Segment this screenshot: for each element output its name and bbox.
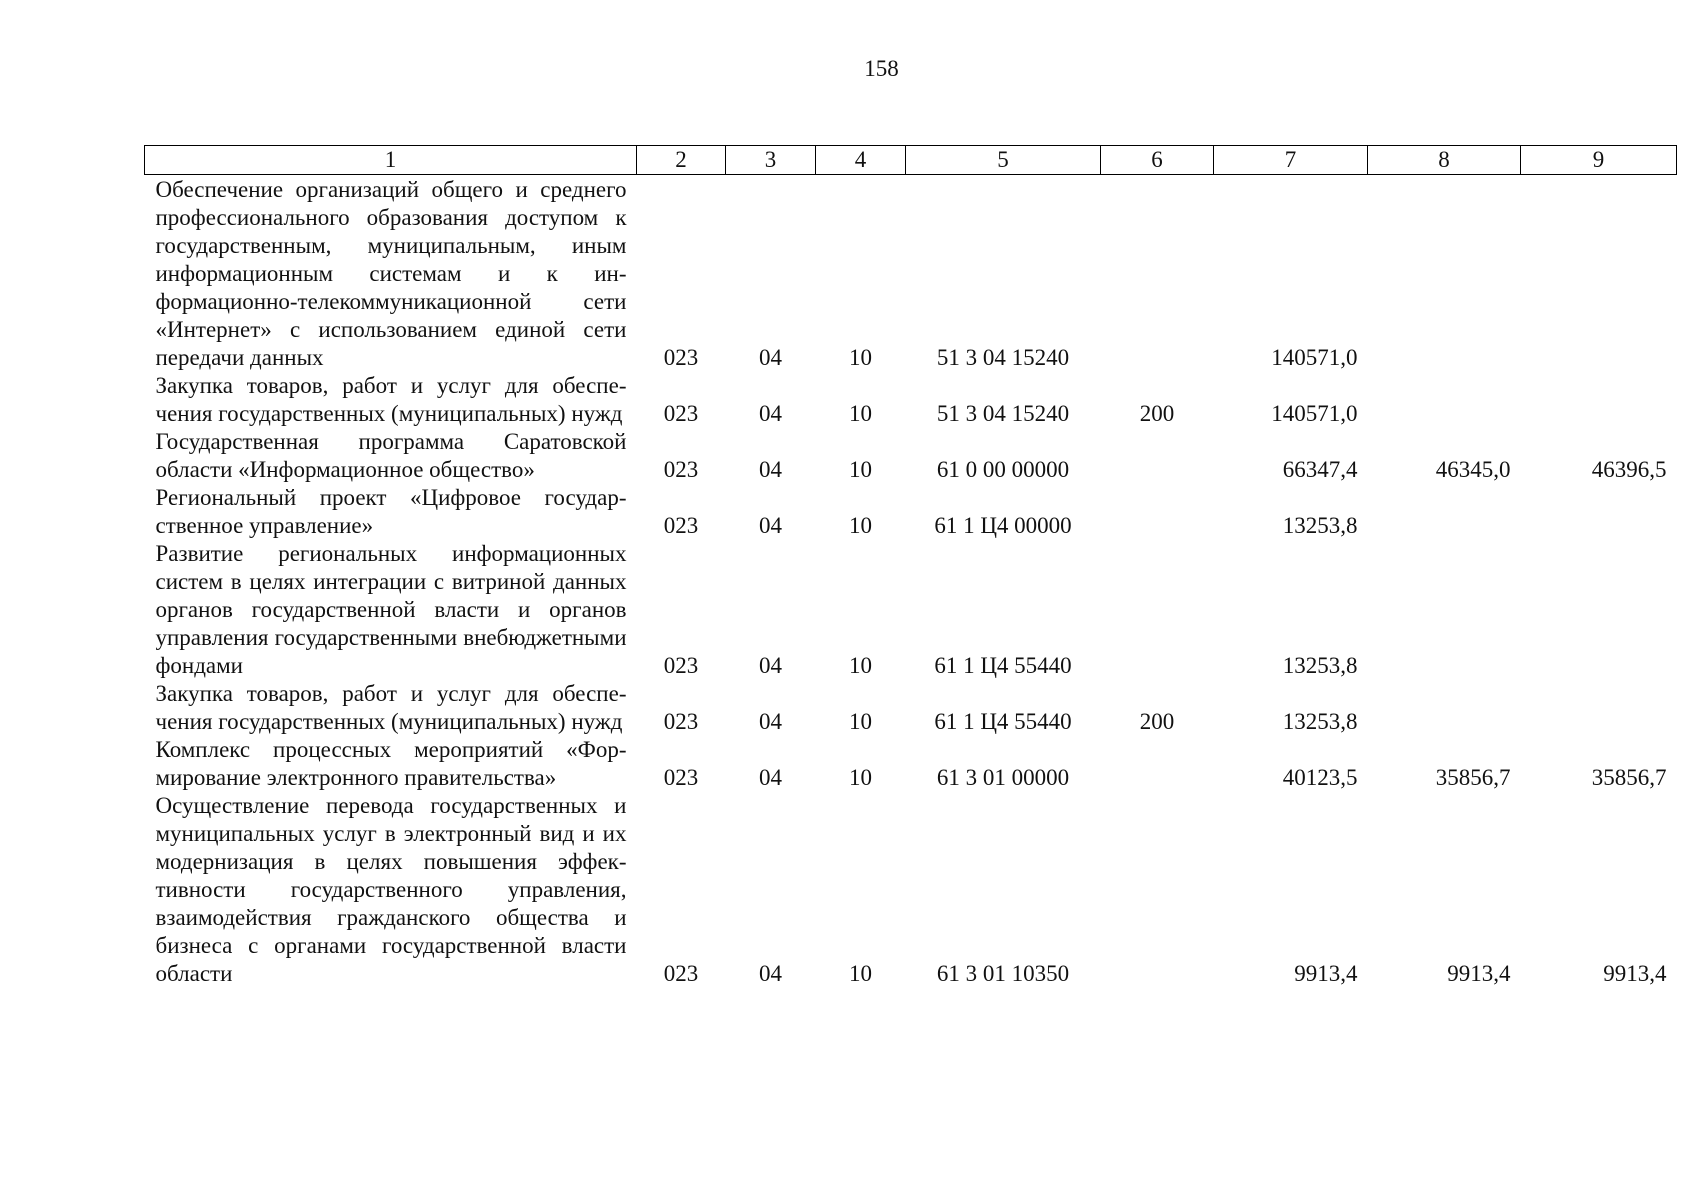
cell-ministry-code: 023 [663, 653, 699, 678]
budget-table [144, 145, 1677, 988]
row-name: Обеспечение организаций общего и среднего профессионального образования доступом к государственным, муниципальным, иным информационным системам и к информационно-телекоммуникационной сети «Интернет» с использованием единой сети передачи данных [155, 177, 627, 370]
column-header: 6 [1101, 146, 1214, 175]
column-header: 7 [1214, 146, 1368, 175]
column-header: 1 [145, 146, 637, 175]
cell-subsection: 10 [849, 961, 872, 986]
cell-amount-year1: 9913,4 [1294, 961, 1358, 986]
cell-expense-type: 200 [1139, 709, 1175, 734]
cell-amount-year3: 9913,4 [1603, 961, 1667, 986]
cell-amount-year3 [1521, 680, 1677, 736]
cell-amount-year3 [1521, 372, 1677, 428]
cell-expense-type [1101, 484, 1214, 540]
row-name: Государственная программа Саратовской области «Информационное общество» [155, 429, 627, 482]
column-header: 9 [1521, 146, 1677, 175]
row-name: Развитие региональных информационных систем в целях интеграции с витриной данных органов государственной власти и органов управления государственными внебюджетными фондами [155, 541, 627, 678]
cell-subsection: 10 [849, 345, 872, 370]
cell-expense-type [1101, 428, 1214, 484]
column-header: 4 [816, 146, 906, 175]
cell-target-article: 61 3 01 10350 [936, 961, 1070, 986]
cell-amount-year2: 9913,4 [1447, 961, 1511, 986]
cell-amount-year1: 13253,8 [1282, 653, 1358, 678]
cell-amount-year1: 40123,5 [1282, 765, 1358, 790]
cell-section: 04 [759, 345, 782, 370]
table-row [145, 736, 1677, 792]
cell-subsection: 10 [849, 765, 872, 790]
cell-section: 04 [759, 961, 782, 986]
cell-expense-type [1101, 540, 1214, 680]
table-row [145, 484, 1677, 540]
row-name: Закупка товаров, работ и услуг для обеспечения государственных (муниципальных) нужд [155, 681, 627, 734]
cell-ministry-code: 023 [663, 345, 699, 370]
cell-target-article: 61 0 00 00000 [936, 457, 1070, 482]
cell-expense-type: 200 [1139, 401, 1175, 426]
table-row [145, 680, 1677, 736]
cell-subsection: 10 [849, 513, 872, 538]
cell-ministry-code: 023 [663, 457, 699, 482]
cell-amount-year2: 46345,0 [1435, 457, 1511, 482]
cell-subsection: 10 [849, 401, 872, 426]
cell-amount-year3 [1521, 484, 1677, 540]
cell-section: 04 [759, 709, 782, 734]
column-header: 5 [906, 146, 1101, 175]
cell-amount-year1: 66347,4 [1282, 457, 1358, 482]
cell-subsection: 10 [849, 709, 872, 734]
cell-expense-type [1101, 792, 1214, 988]
column-header: 3 [726, 146, 816, 175]
cell-amount-year2 [1368, 175, 1521, 373]
cell-ministry-code: 023 [663, 765, 699, 790]
row-name: Комплекс процессных мероприятий «Формирование электронного правительства» [155, 737, 627, 790]
cell-amount-year2 [1368, 372, 1521, 428]
cell-amount-year2 [1368, 680, 1521, 736]
cell-section: 04 [759, 457, 782, 482]
cell-ministry-code: 023 [663, 709, 699, 734]
table-row [145, 540, 1677, 680]
cell-target-article: 51 3 04 15240 [936, 401, 1070, 426]
cell-amount-year1: 140571,0 [1271, 345, 1358, 370]
cell-amount-year3: 35856,7 [1591, 765, 1667, 790]
cell-amount-year2: 35856,7 [1435, 765, 1511, 790]
cell-target-article: 61 3 01 00000 [936, 765, 1070, 790]
cell-amount-year1: 13253,8 [1282, 709, 1358, 734]
cell-section: 04 [759, 653, 782, 678]
cell-amount-year3: 46396,5 [1591, 457, 1667, 482]
row-name: Осуществление перевода государственных и муниципальных услуг в электронный вид и их модернизация в целях повышения эффективности государственного управления, взаимодействия гражданского общества и бизнеса с органами государственной власти области [155, 793, 627, 986]
cell-target-article: 61 1 Ц4 00000 [934, 513, 1072, 538]
cell-target-article: 61 1 Ц4 55440 [934, 709, 1072, 734]
column-header: 2 [637, 146, 726, 175]
page-number: 158 [864, 56, 899, 81]
table-row [145, 792, 1677, 988]
header-row [145, 146, 1677, 175]
cell-expense-type [1101, 736, 1214, 792]
cell-subsection: 10 [849, 653, 872, 678]
row-name: Закупка товаров, работ и услуг для обеспечения государственных (муниципальных) нужд [155, 373, 627, 426]
cell-section: 04 [759, 401, 782, 426]
cell-subsection: 10 [849, 457, 872, 482]
table-row [145, 175, 1677, 373]
cell-amount-year3 [1521, 540, 1677, 680]
cell-target-article: 51 3 04 15240 [936, 345, 1070, 370]
cell-ministry-code: 023 [663, 513, 699, 538]
cell-ministry-code: 023 [663, 961, 699, 986]
cell-expense-type [1101, 175, 1214, 373]
cell-target-article: 61 1 Ц4 55440 [934, 653, 1072, 678]
cell-ministry-code: 023 [663, 401, 699, 426]
cell-amount-year2 [1368, 484, 1521, 540]
cell-amount-year2 [1368, 540, 1521, 680]
cell-amount-year1: 140571,0 [1271, 401, 1358, 426]
cell-amount-year3 [1521, 175, 1677, 373]
column-header: 8 [1368, 146, 1521, 175]
cell-section: 04 [759, 765, 782, 790]
table-row [145, 372, 1677, 428]
cell-section: 04 [759, 513, 782, 538]
row-name: Региональный проект «Цифровое государственное управление» [155, 485, 627, 538]
table-row [145, 428, 1677, 484]
cell-amount-year1: 13253,8 [1282, 513, 1358, 538]
